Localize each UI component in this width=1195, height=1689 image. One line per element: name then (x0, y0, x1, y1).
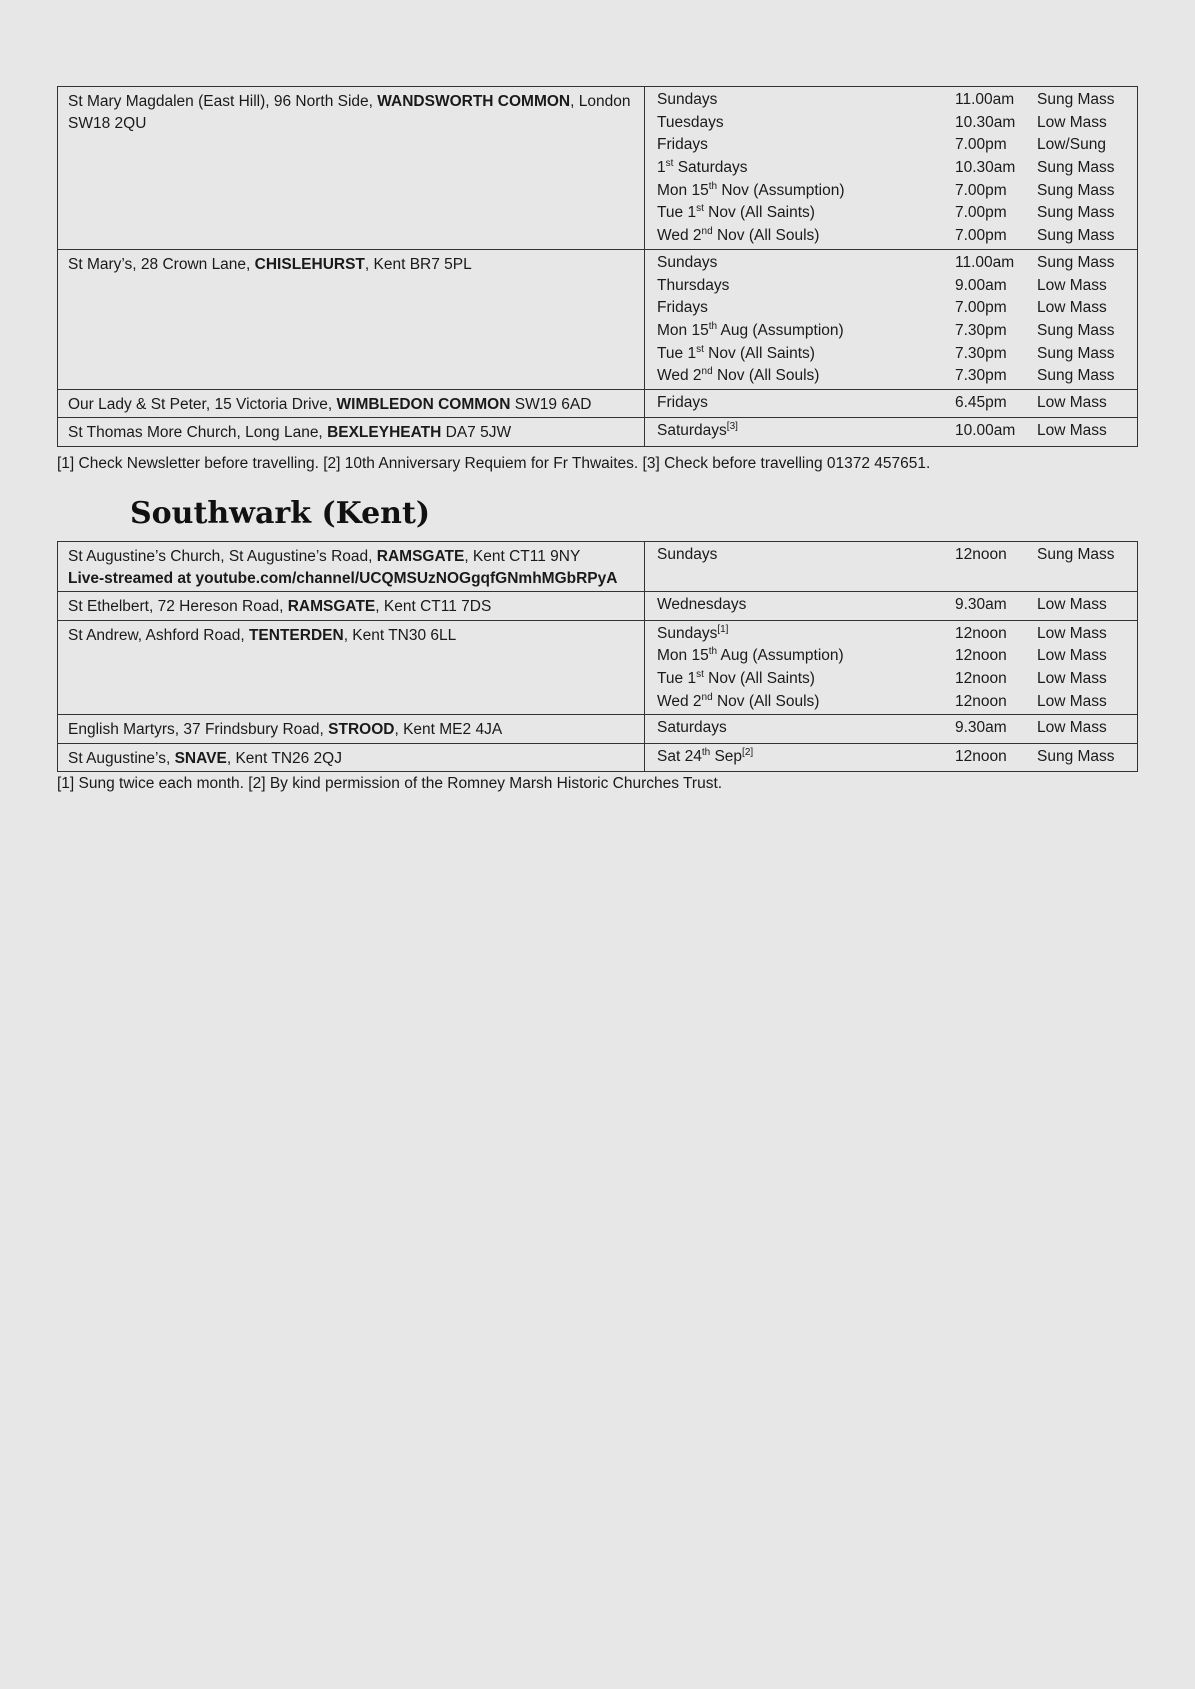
day-superscript: [3] (726, 421, 738, 433)
day-text-rest: Nov (All Souls) (712, 227, 820, 245)
church-cell (58, 743, 645, 772)
schedule-line (645, 112, 1137, 135)
day-text: Saturdays (657, 719, 727, 737)
schedule-day (645, 202, 955, 225)
footnote-london: [1] Check Newsletter before travelling. [2] 10th Anniversary Requiem for Fr Thwaites. [3] Check before travelling 01372 457651. (57, 455, 931, 472)
schedule-day (645, 544, 955, 567)
schedule-line (645, 746, 1137, 769)
day-text: Mon 15 (657, 647, 709, 665)
mass-time: 10.30am (955, 159, 1016, 177)
church-town: BEXLEYHEATH (327, 424, 442, 442)
day-text: Tue 1 (657, 204, 697, 222)
mass-type: Low Mass (1037, 422, 1107, 440)
schedule-line (645, 275, 1137, 298)
church-town: WANDSWORTH COMMON (377, 93, 571, 110)
mass-time: 7.00pm (955, 181, 1007, 199)
schedule-day (645, 297, 955, 320)
schedule-line (645, 89, 1137, 112)
schedule-day (645, 691, 955, 714)
schedule-day (645, 157, 955, 180)
day-text: Fridays (657, 299, 708, 317)
day-text-rest: Nov (All Saints) (703, 344, 815, 362)
mass-time: 10.30am (955, 113, 1016, 131)
mass-time: 12noon (955, 669, 1007, 687)
day-text: 1 (657, 159, 666, 177)
schedule-day (645, 89, 955, 112)
mass-type: Sung Mass (1037, 204, 1115, 222)
church-address: , Kent ME2 4JA (394, 721, 503, 739)
church-name: Our Lady & St Peter, 15 Victoria Drive, (68, 395, 337, 413)
table-row (58, 542, 1138, 592)
day-text-rest: Nov (All Souls) (712, 367, 820, 385)
schedule-cell (645, 620, 1138, 715)
mass-type: Low Mass (1037, 719, 1107, 737)
table-row (58, 389, 1138, 418)
day-footnote: [2] (742, 746, 754, 758)
church-cell (58, 542, 645, 592)
schedule-line (645, 157, 1137, 180)
church-cell (58, 418, 645, 447)
church-name: St Mary’s, 28 Crown Lane, (68, 255, 255, 273)
church-name: St Andrew, Ashford Road, (68, 626, 249, 644)
schedule-cell (645, 542, 1138, 592)
church-name: St Augustine’s Church, St Augustine’s Road, (68, 548, 377, 565)
mass-time: 12noon (955, 747, 1007, 765)
table-row (58, 620, 1138, 715)
church-address: , Kent BR7 5PL (364, 255, 472, 273)
day-text: Mon 15 (657, 321, 709, 339)
mass-time: 7.00pm (955, 204, 1007, 222)
mass-type: Low Mass (1037, 669, 1107, 687)
church-address: DA7 5JW (441, 424, 512, 442)
schedule-cell (645, 389, 1138, 418)
schedule-line (645, 297, 1137, 320)
mass-time: 9.30am (955, 719, 1007, 737)
schedule-line (645, 252, 1137, 275)
schedule-day (645, 252, 955, 275)
mass-type: Low Mass (1037, 276, 1107, 294)
mass-time: 11.00am (955, 253, 1015, 271)
schedule-day (645, 717, 955, 740)
schedule-day (645, 134, 955, 157)
mass-time: 11.00am (955, 91, 1015, 108)
schedule-line (645, 594, 1137, 617)
mass-time: 7.30pm (955, 344, 1007, 362)
day-text: Sat 24 (657, 747, 702, 765)
mass-type: Sung Mass (1037, 159, 1115, 177)
schedule-day (645, 746, 955, 769)
day-superscript: st (696, 203, 704, 215)
day-text: Sundays (657, 91, 718, 108)
day-text: Tuesdays (657, 113, 724, 131)
day-text: Fridays (657, 393, 708, 411)
schedule-day (645, 623, 955, 646)
church-town: WIMBLEDON COMMON (336, 395, 511, 413)
schedule-line (645, 717, 1137, 740)
church-address: , Kent TN30 6LL (343, 626, 457, 644)
table-row (58, 715, 1138, 744)
day-superscript: nd (701, 225, 713, 237)
schedule-day (645, 180, 955, 203)
schedule-day (645, 275, 955, 298)
day-text: Sundays (657, 546, 718, 563)
schedule-cell (645, 249, 1138, 389)
mass-time: 6.45pm (955, 393, 1007, 411)
church-cell (58, 715, 645, 744)
schedule-line (645, 365, 1137, 388)
church-address: , Kent CT11 9NY (464, 548, 581, 565)
mass-type: Low Mass (1037, 393, 1107, 411)
mass-type: Sung Mass (1037, 367, 1115, 385)
schedule-line (645, 320, 1137, 343)
schedule-cell (645, 715, 1138, 744)
day-superscript: nd (701, 366, 713, 378)
schedule-line (645, 180, 1137, 203)
day-text-rest: Sep (710, 747, 743, 765)
schedule-day (645, 225, 955, 248)
mass-time: 7.00pm (955, 299, 1007, 317)
mass-time: 9.00am (955, 276, 1007, 294)
church-town: TENTERDEN (248, 626, 344, 644)
day-superscript: nd (701, 691, 713, 703)
mass-time: 10.00am (955, 422, 1016, 440)
church-town: STROOD (328, 721, 395, 739)
day-text-rest: Nov (All Souls) (712, 692, 820, 710)
schedule-cell (645, 743, 1138, 772)
day-text: Fridays (657, 136, 708, 154)
mass-type: Sung Mass (1037, 344, 1115, 362)
day-text-rest: Saturdays (673, 159, 748, 177)
schedule-line (645, 420, 1137, 443)
mass-type: Sung Mass (1037, 321, 1115, 339)
schedule-line (645, 343, 1137, 366)
day-text: Sundays (657, 624, 718, 642)
mass-times-table-kent (57, 541, 1138, 772)
church-town: CHISLEHURST (254, 255, 365, 273)
livestream-note: Live-streamed at youtube.com/channel/UCQMSUzNOGgqfGNmhMGbRPyA (68, 569, 618, 587)
church-cell (58, 87, 645, 250)
schedule-day (645, 645, 955, 668)
day-text-rest: Aug (Assumption) (717, 647, 844, 665)
church-cell (58, 620, 645, 715)
day-text: Wednesdays (657, 596, 747, 613)
mass-time: 9.30am (955, 596, 1007, 613)
mass-time: 12noon (955, 624, 1007, 642)
mass-type: Low Mass (1037, 692, 1107, 710)
church-town: RAMSGATE (376, 548, 465, 565)
day-text: Thursdays (657, 276, 730, 294)
mass-time: 12noon (955, 647, 1007, 665)
schedule-line (645, 544, 1137, 567)
day-text: Mon 15 (657, 181, 709, 199)
mass-time: 7.30pm (955, 367, 1007, 385)
day-superscript: th (708, 180, 718, 192)
church-cell (58, 249, 645, 389)
church-cell (58, 389, 645, 418)
church-address: , London SW18 2QU (68, 93, 631, 132)
day-text-rest: Nov (All Saints) (703, 669, 815, 687)
church-name: St Augustine’s, (68, 749, 175, 767)
day-text: Wed 2 (657, 692, 702, 710)
day-superscript: [1] (717, 623, 729, 635)
church-address: , Kent CT11 7DS (375, 598, 492, 615)
church-name: St Thomas More Church, Long Lane, (68, 424, 328, 442)
schedule-day (645, 343, 955, 366)
schedule-line (645, 392, 1137, 415)
church-town: RAMSGATE (287, 598, 376, 615)
day-text-rest: Nov (All Saints) (703, 204, 815, 222)
day-text: Wed 2 (657, 227, 702, 245)
mass-type: Low Mass (1037, 113, 1107, 131)
mass-type: Sung Mass (1037, 253, 1115, 271)
day-text-rest: Nov (Assumption) (717, 181, 845, 199)
schedule-line (645, 691, 1137, 714)
day-text: Saturdays (657, 422, 727, 440)
schedule-line (645, 225, 1137, 248)
mass-type: Sung Mass (1037, 181, 1115, 199)
day-superscript: th (708, 320, 718, 332)
mass-time: 7.00pm (955, 227, 1007, 245)
day-text: Tue 1 (657, 344, 697, 362)
mass-times-table-london (57, 86, 1138, 447)
footnote-kent: [1] Sung twice each month. [2] By kind permission of the Romney Marsh Historic Churches Trust. (57, 775, 723, 792)
day-superscript: th (701, 746, 711, 758)
mass-type: Sung Mass (1037, 546, 1115, 563)
church-name: St Ethelbert, 72 Hereson Road, (68, 598, 288, 615)
schedule-line (645, 645, 1137, 668)
mass-time: 12noon (955, 692, 1007, 710)
mass-time: 7.00pm (955, 136, 1007, 154)
church-address: , Kent TN26 2QJ (226, 749, 342, 767)
mass-time: 12noon (955, 546, 1007, 563)
mass-type: Sung Mass (1037, 91, 1115, 108)
day-superscript: th (708, 646, 718, 658)
church-cell (58, 592, 645, 621)
church-town: SNAVE (174, 749, 227, 767)
church-address: SW19 6AD (510, 395, 592, 413)
day-text: Sundays (657, 253, 718, 271)
day-superscript: st (665, 157, 674, 169)
mass-type: Sung Mass (1037, 747, 1115, 765)
schedule-cell (645, 592, 1138, 621)
section-title: Southwark (Kent) (130, 496, 431, 531)
schedule-day (645, 392, 955, 415)
table-row (58, 592, 1138, 621)
day-superscript: st (696, 668, 704, 680)
table-row (58, 743, 1138, 772)
day-text-rest: Aug (Assumption) (717, 321, 844, 339)
church-name: St Mary Magdalen (East Hill), 96 North Side, (68, 93, 378, 110)
mass-type: Low Mass (1037, 647, 1107, 665)
mass-type: Low Mass (1037, 596, 1107, 613)
schedule-day (645, 320, 955, 343)
schedule-line (645, 668, 1137, 691)
schedule-day (645, 420, 955, 443)
schedule-cell (645, 87, 1138, 250)
schedule-day (645, 668, 955, 691)
schedule-line (645, 623, 1137, 646)
day-text: Tue 1 (657, 669, 697, 687)
schedule-line (645, 202, 1137, 225)
mass-time: 7.30pm (955, 321, 1007, 339)
church-name: English Martyrs, 37 Frindsbury Road, (68, 721, 329, 739)
day-superscript: st (696, 343, 704, 355)
schedule-cell (645, 418, 1138, 447)
mass-type: Low Mass (1037, 624, 1107, 642)
table-row (58, 418, 1138, 447)
table-row (58, 87, 1138, 250)
mass-type: Sung Mass (1037, 227, 1115, 245)
schedule-day (645, 365, 955, 388)
schedule-line (645, 134, 1137, 157)
table-row (58, 249, 1138, 389)
schedule-day (645, 112, 955, 135)
mass-type: Low Mass (1037, 299, 1107, 317)
day-text: Wed 2 (657, 367, 702, 385)
schedule-day (645, 594, 955, 617)
mass-type: Low/Sung (1037, 136, 1106, 154)
